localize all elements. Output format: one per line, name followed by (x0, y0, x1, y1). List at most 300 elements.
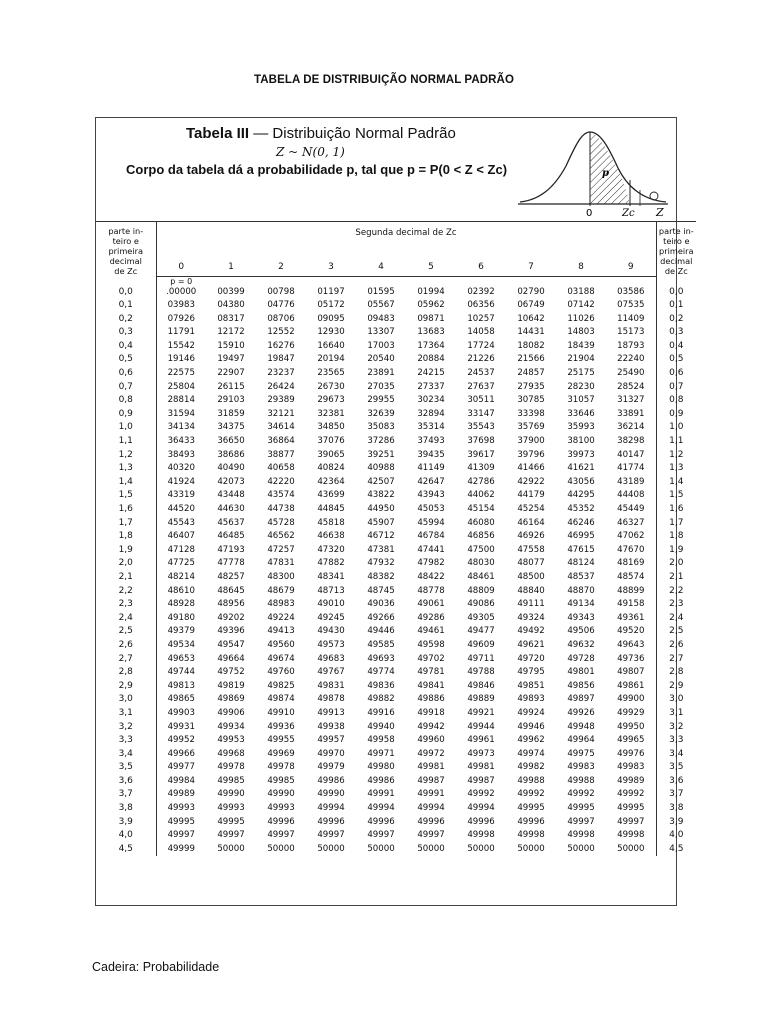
table-cell: 41924 (167, 476, 195, 487)
curve-label-zero: 0 (586, 208, 593, 218)
table-cell: 49728 (567, 653, 595, 664)
table-cell: 49781 (417, 667, 445, 678)
table-cell: 24537 (467, 368, 495, 379)
table-cell: 49865 (167, 694, 195, 705)
table-cell: 03983 (167, 300, 195, 311)
row-key-left: 1,7 (96, 517, 156, 531)
table-cell: 01197 (317, 286, 345, 297)
table-cell: 49693 (367, 653, 395, 664)
table-cell: 49926 (567, 707, 595, 718)
table-cell: 49982 (517, 762, 545, 773)
table-cell: 14431 (517, 327, 545, 338)
table-row (96, 802, 696, 816)
row-key-left: 3,5 (96, 761, 156, 775)
table-cell: 17724 (467, 340, 495, 351)
table-cell: 39973 (567, 449, 595, 460)
table-row (96, 367, 696, 381)
normal-curve-icon (518, 120, 673, 218)
table-cell: 46407 (167, 531, 195, 542)
table-cell: 50000 (617, 843, 645, 854)
table-cell: 49994 (317, 803, 345, 814)
table-cell: 47062 (617, 531, 645, 542)
table-cell: 18439 (567, 340, 595, 351)
table-cell: 11026 (567, 313, 595, 324)
table-row (96, 612, 696, 626)
table-cell: 05962 (417, 300, 445, 311)
table-row (96, 353, 696, 367)
table-cell: 08317 (217, 313, 245, 324)
table-cell: 49825 (267, 680, 295, 691)
table-row (96, 788, 696, 802)
row-key-right: 3,3 (656, 734, 696, 748)
row-key-right: 3,1 (656, 707, 696, 721)
table-cell: 45254 (517, 504, 545, 514)
table-cell: .00000 (166, 286, 197, 297)
table-cell: 38100 (567, 436, 595, 447)
row-key-left: 3,6 (96, 775, 156, 789)
table-cell: 39435 (417, 449, 445, 460)
table-cell: 49813 (167, 680, 195, 691)
table-cell: 49992 (517, 789, 545, 800)
empty-cell (96, 276, 156, 286)
table-row (96, 544, 696, 558)
table-cell: 49996 (317, 816, 345, 827)
row-key-right: 0,9 (656, 408, 696, 422)
table-row (96, 585, 696, 599)
row-key-right: 2,4 (656, 612, 696, 626)
table-cell: 49683 (317, 653, 345, 664)
table-cell: 49621 (517, 639, 545, 650)
table-cell: 45053 (417, 504, 445, 514)
table-cell: 04776 (267, 300, 295, 311)
table-cell: 39796 (517, 449, 545, 460)
row-key-left: 1,1 (96, 435, 156, 449)
table-cell: 49900 (617, 694, 645, 705)
table-cell: 47128 (167, 544, 195, 555)
table-cell: 44738 (267, 504, 295, 514)
table-cell: 44630 (217, 504, 245, 514)
table-cell: 47193 (217, 544, 245, 555)
table-cell: 49921 (467, 707, 495, 718)
table-cell: 49942 (417, 721, 445, 732)
table-cell: 49994 (467, 803, 495, 814)
table-cell: 37493 (417, 436, 445, 447)
row-header-line: de Zc (664, 266, 688, 276)
table-cell: 12552 (267, 327, 295, 338)
table-cell: 42220 (267, 476, 295, 487)
table-cell: 49430 (317, 626, 345, 637)
table-cell: 49343 (567, 612, 595, 623)
empty-cell (656, 276, 696, 286)
table-cell: 12172 (217, 327, 245, 338)
table-cell: 36864 (267, 436, 295, 447)
row-key-left: 0,9 (96, 408, 156, 422)
row-key-right: 3,6 (656, 775, 696, 789)
table-cell: 49744 (167, 667, 195, 678)
table-cell: 15173 (617, 327, 645, 338)
table-cell: 36650 (217, 436, 245, 447)
table-cell: 50000 (517, 843, 545, 854)
table-cell: 48382 (367, 571, 395, 582)
table-cell: 21226 (467, 354, 495, 365)
table-row (96, 748, 696, 762)
row-key-left: 2,3 (96, 598, 156, 612)
row-header-line: decimal (109, 256, 142, 266)
table-row (96, 680, 696, 694)
table-cell: 01994 (417, 286, 445, 297)
row-key-right: 1,2 (656, 449, 696, 463)
table-cell: 27935 (517, 381, 545, 392)
table-cell: 49979 (317, 762, 345, 773)
column-header: 6 (456, 245, 506, 276)
table-cell: 49962 (517, 735, 545, 746)
column-header: 8 (556, 245, 606, 276)
table-cell: 03586 (617, 286, 645, 297)
table-cell: 49993 (267, 803, 295, 814)
table-cell: 47257 (267, 544, 295, 555)
table-cell: 49975 (567, 748, 595, 759)
table-row (96, 299, 696, 313)
row-key-right: 2,9 (656, 680, 696, 694)
table-cell: 49978 (267, 762, 295, 773)
table-cell: 34850 (317, 422, 345, 433)
row-key-left: 4,0 (96, 829, 156, 843)
table-cell: 49477 (467, 626, 495, 637)
table-cell: 48500 (517, 571, 545, 582)
table-cell: 49976 (617, 748, 645, 759)
table-cell: 47725 (167, 558, 195, 569)
table-cell: 20884 (417, 354, 445, 365)
row-key-left: 3,8 (96, 802, 156, 816)
table-cell: 49906 (217, 707, 245, 718)
table-cell: 47558 (517, 544, 545, 555)
row-key-left: 0,8 (96, 394, 156, 408)
table-cell: 49767 (317, 667, 345, 678)
table-row (96, 734, 696, 748)
table-cell: 48983 (267, 599, 295, 610)
row-key-right: 1,8 (656, 530, 696, 544)
table-cell: 26424 (267, 381, 295, 392)
table-cell: 50000 (317, 843, 345, 854)
table-cell: 49985 (217, 775, 245, 786)
table-cell: 49856 (567, 680, 595, 691)
table-cell: 49987 (467, 775, 495, 786)
table-cell: 49324 (517, 612, 545, 623)
table-cell: 35769 (517, 422, 545, 433)
table-cell: 23891 (367, 368, 395, 379)
table-cell: 28524 (617, 381, 645, 392)
table-cell: 49957 (317, 735, 345, 746)
table-cell: 48537 (567, 571, 595, 582)
table-cell: 49913 (317, 707, 345, 718)
table-row (96, 449, 696, 463)
table-cell: 50000 (367, 843, 395, 854)
table-cell: 43574 (267, 490, 295, 501)
row-key-right: 1,7 (656, 517, 696, 531)
table-cell: 49506 (567, 626, 595, 637)
table-cell: 48928 (167, 599, 195, 610)
table-row (96, 829, 696, 843)
table-row (96, 313, 696, 327)
row-key-left: 1,0 (96, 421, 156, 435)
table-cell: 47932 (367, 558, 395, 569)
table-cell: 49286 (417, 612, 445, 623)
table-cell: 49990 (217, 789, 245, 800)
table-cell: 40147 (617, 449, 645, 460)
table-cell: 49180 (167, 612, 195, 623)
table-cell: 22575 (167, 368, 195, 379)
table-cell: 48461 (467, 571, 495, 582)
table-cell: 37698 (467, 436, 495, 447)
row-key-right: 0,8 (656, 394, 696, 408)
table-cell: 43699 (317, 490, 345, 501)
table-cell: 44950 (367, 504, 395, 514)
table-cell: 21566 (517, 354, 545, 365)
table-cell: 45637 (217, 517, 245, 528)
table-cell: 48257 (217, 571, 245, 582)
row-key-left: 1,4 (96, 476, 156, 490)
table-cell: 15542 (167, 340, 195, 351)
table-cell: 47670 (617, 544, 645, 555)
table-cell: 49086 (467, 599, 495, 610)
table-cell: 34134 (167, 422, 195, 433)
row-header-right (656, 222, 696, 277)
table-cell: 49882 (367, 694, 395, 705)
table-cell: 49396 (217, 626, 245, 637)
table-cell: 13683 (417, 327, 445, 338)
table-cell: 49970 (317, 748, 345, 759)
table-cell: 49999 (167, 843, 195, 854)
table-cell: 44179 (517, 490, 545, 501)
row-key-left: 3,0 (96, 693, 156, 707)
row-key-left: 0,3 (96, 326, 156, 340)
table-cell: 11791 (167, 327, 195, 338)
row-key-right: 4,5 (656, 843, 696, 857)
table-cell: 49965 (617, 735, 645, 746)
table-cell: 49995 (567, 803, 595, 814)
table-cell: 49846 (467, 680, 495, 691)
table-row (96, 693, 696, 707)
column-header: 1 (206, 245, 256, 276)
table-cell: 49245 (317, 612, 345, 623)
row-key-left: 0,2 (96, 313, 156, 327)
table-cell: 49994 (367, 803, 395, 814)
table-cell: 09095 (317, 313, 345, 324)
table-cell: 37900 (517, 436, 545, 447)
table-cell: 29103 (217, 395, 245, 406)
table-cell: 49061 (417, 599, 445, 610)
table-cell: 04380 (217, 300, 245, 311)
table-cell: 48679 (267, 585, 295, 596)
table-row (96, 571, 696, 585)
row-key-right: 0,7 (656, 381, 696, 395)
table-cell: 49202 (217, 612, 245, 623)
table-cell: 49988 (567, 775, 595, 786)
table-row (96, 326, 696, 340)
table-cell: 17364 (417, 340, 445, 351)
table-cell: 35314 (417, 422, 445, 433)
table-cell: 49361 (617, 612, 645, 623)
table-cell: 49995 (167, 816, 195, 827)
table-cell: 49720 (517, 653, 545, 664)
table-row (96, 408, 696, 422)
table-cell: 49998 (567, 830, 595, 841)
table-cell: 22240 (617, 354, 645, 365)
table-cell: 41309 (467, 463, 495, 474)
table-cell: 42786 (467, 476, 495, 487)
normal-distribution-table (96, 221, 694, 856)
table-cell: 47831 (267, 558, 295, 569)
row-key-left: 1,5 (96, 489, 156, 503)
row-header-line: decimal (660, 256, 693, 266)
table-cell: 20540 (367, 354, 395, 365)
table-cell: 49653 (167, 653, 195, 664)
table-cell: 48077 (517, 558, 545, 569)
table-cell: 32894 (417, 408, 445, 419)
table-cell: 18793 (617, 340, 645, 351)
table-cell: 47882 (317, 558, 345, 569)
table-row (96, 489, 696, 503)
table-cell: 46080 (467, 517, 495, 528)
table-cell: 48809 (467, 585, 495, 596)
table-cell: 49992 (567, 789, 595, 800)
row-header-line: primeira (659, 246, 694, 256)
table-cell: 49995 (617, 803, 645, 814)
table-cell: 28814 (167, 395, 195, 406)
table-cell: 49461 (417, 626, 445, 637)
table-row (96, 598, 696, 612)
table-cell: 48214 (167, 571, 195, 582)
table-cell: 46562 (267, 531, 295, 542)
table-cell: 25804 (167, 381, 195, 392)
row-key-right: 0,3 (656, 326, 696, 340)
table-cell: 49953 (217, 735, 245, 746)
table-cell: 22907 (217, 368, 245, 379)
table-cell: 49996 (467, 816, 495, 827)
table-cell: 45154 (467, 504, 495, 514)
table-cell: 33891 (617, 408, 645, 419)
table-cell: 19146 (167, 354, 195, 365)
table-cell: 49940 (367, 721, 395, 732)
table-cell: 49986 (317, 775, 345, 786)
table-cell: 21904 (567, 354, 595, 365)
table-cell: 40490 (217, 463, 245, 474)
table-cell: 16640 (317, 340, 345, 351)
column-group-header: Segunda decimal de Zc (355, 228, 457, 239)
table-cell: 42647 (417, 476, 445, 487)
table-cell: 45352 (567, 504, 595, 514)
table-cell: 49831 (317, 680, 345, 691)
table-cell: 49305 (467, 612, 495, 623)
curve-p-label: p (602, 168, 609, 179)
table-cell: 38298 (617, 436, 645, 447)
row-key-right: 3,8 (656, 802, 696, 816)
table-cell: 44295 (567, 490, 595, 501)
curve-label-zc: Zc (622, 208, 635, 218)
table-cell: 42364 (317, 476, 345, 487)
row-key-left: 1,6 (96, 503, 156, 517)
table-cell: 15910 (217, 340, 245, 351)
row-key-left: 0,5 (96, 353, 156, 367)
row-key-left: 0,7 (96, 381, 156, 395)
table-cell: 49983 (567, 762, 595, 773)
table-row (96, 625, 696, 639)
table-cell: 49736 (617, 653, 645, 664)
table-cell: 35993 (567, 422, 595, 433)
table-cell: 48422 (417, 571, 445, 582)
table-cell: 49955 (267, 735, 295, 746)
table-cell: 49379 (167, 626, 195, 637)
table-cell: 27637 (467, 381, 495, 392)
table-cell: 32121 (267, 408, 295, 419)
row-key-right: 3,5 (656, 761, 696, 775)
row-key-left: 0,1 (96, 299, 156, 313)
table-cell: 44062 (467, 490, 495, 501)
table-row (96, 666, 696, 680)
scanned-table-image (95, 117, 694, 906)
p-zero-row (96, 276, 696, 286)
row-key-left: 2,8 (96, 666, 156, 680)
table-cell: 46926 (517, 531, 545, 542)
table-cell: 46856 (467, 531, 495, 542)
table-cell: 49903 (167, 707, 195, 718)
table-cell: 49520 (617, 626, 645, 637)
table-cell: 48574 (617, 571, 645, 582)
row-header-line: teiro e (663, 236, 690, 246)
table-cell: 49585 (367, 639, 395, 650)
column-header: 5 (406, 245, 456, 276)
table-cell: 40988 (367, 463, 395, 474)
table-cell: 45449 (617, 504, 645, 514)
table-cell: 49994 (417, 803, 445, 814)
row-key-right: 3,4 (656, 748, 696, 762)
table-cell: 49985 (267, 775, 295, 786)
table-cell: 49984 (167, 775, 195, 786)
table-cell: 46164 (517, 517, 545, 528)
table-cell: 37076 (317, 436, 345, 447)
table-row (96, 530, 696, 544)
table-cell: 39617 (467, 449, 495, 460)
table-cell: 10257 (467, 313, 495, 324)
table-cell: 49111 (517, 599, 545, 610)
table-row (96, 435, 696, 449)
table-cell: 30511 (467, 395, 495, 406)
table-cell: 49995 (517, 803, 545, 814)
table-cell: 07142 (567, 300, 595, 311)
table-cell: 49598 (417, 639, 445, 650)
table-cell: 49980 (367, 762, 395, 773)
table-cell: 25175 (567, 368, 595, 379)
table-cell: 50000 (267, 843, 295, 854)
table-cell: 49760 (267, 667, 295, 678)
table-cell: 14058 (467, 327, 495, 338)
table-cell: 33646 (567, 408, 595, 419)
table-cell: 45994 (417, 517, 445, 528)
table-cell: 49010 (317, 599, 345, 610)
table-cell: 26730 (317, 381, 345, 392)
row-key-right: 2,0 (656, 557, 696, 571)
table-cell: 49664 (217, 653, 245, 664)
table-cell: 38493 (167, 449, 195, 460)
table-row (96, 707, 696, 721)
table-heading-bold: Tabela III (186, 125, 250, 142)
table-row (96, 394, 696, 408)
table-cell: 40824 (317, 463, 345, 474)
table-cell: 25490 (617, 368, 645, 379)
table-cell: 11409 (617, 313, 645, 324)
table-cell: 49996 (267, 816, 295, 827)
table-cell: 29389 (267, 395, 295, 406)
